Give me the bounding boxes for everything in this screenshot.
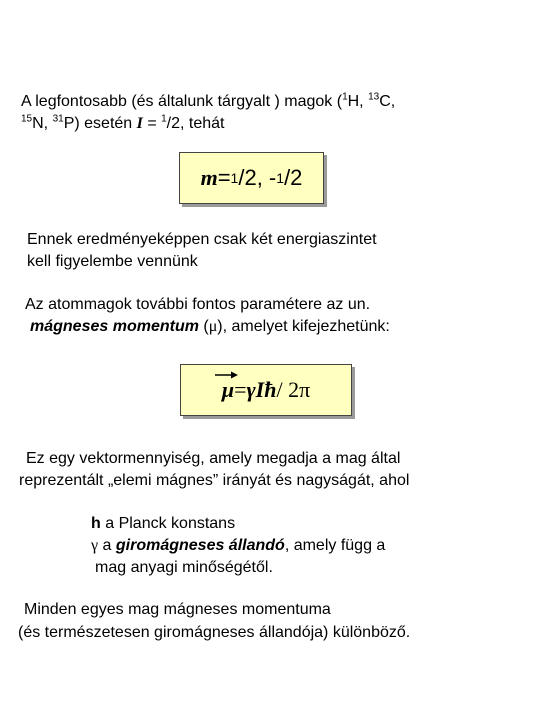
magnetic-moment-line-2: mágneses momentum (μ), amelyet kifejezhetünk: — [30, 318, 390, 335]
gyromagnetic-definition-line-2: mag anyagi minőségétől. — [95, 559, 273, 576]
vector-description-line-2: reprezentált „elemi mágnes” irányát és nagyságát, ahol — [19, 472, 410, 489]
vector-description-line-1: Ez egy vektormennyiség, amely megadja a mag által — [26, 450, 401, 467]
energy-levels-line-2: kell figyelembe vennünk — [27, 253, 198, 270]
vector-arrow-icon — [214, 371, 238, 379]
conclusion-line-2: (és természetesen giromágneses állandója) különböző. — [18, 624, 411, 641]
intro-line-1: A legfontosabb (és általunk tárgyalt ) magok ($^1$H, $^{13}$C, — [21, 91, 396, 110]
magnetic-moment-line-1: Az atommagok további fontos paramétere az un. — [25, 296, 371, 313]
gyromagnetic-definition: γ a giromágneses állandó, amely függ a — [91, 537, 386, 554]
energy-levels-line-1: Ennek eredményeképpen csak két energiaszintet — [27, 231, 377, 248]
spin-quantum-equation-box: m = 1 /2 , - 1 /2 — [179, 152, 324, 204]
magnetic-moment-equation-box: μ = γ I ħ / 2π — [180, 364, 352, 416]
mu-vector: μ — [222, 377, 234, 403]
planck-definition: h a Planck konstans — [91, 515, 236, 532]
conclusion-line-1: Minden egyes mag mágneses momentuma — [24, 601, 331, 618]
intro-line-2: $^{15}$N, $^{31}$P) esetén I = $^1$/2, tehát — [21, 113, 225, 132]
